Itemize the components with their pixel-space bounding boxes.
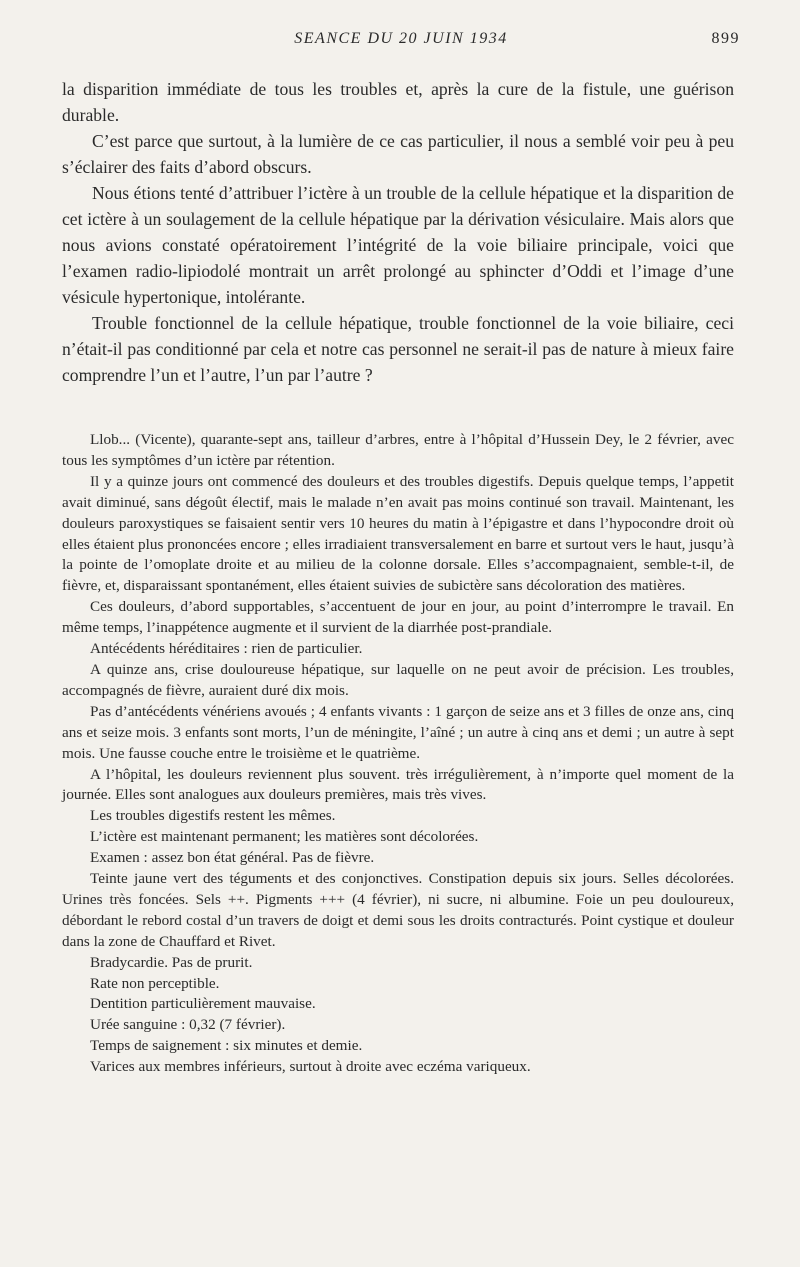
paragraph: C’est parce que surtout, à la lumière de ce cas particulier, il nous a semblé voir peu à peu s’éclairer des faits d’abord obscurs. (62, 131, 734, 177)
case-paragraph: Temps de saignement : six minutes et demie. (90, 1037, 363, 1055)
case-paragraph: Bradycardie. Pas de prurit. (90, 953, 253, 971)
case-paragraph: Varices aux membres inférieurs, surtout à droite avec eczéma variqueux. (90, 1058, 531, 1076)
header-title: SEANCE DU 20 JUIN 1934 (294, 30, 508, 47)
running-header (62, 30, 740, 54)
case-paragraph: Il y a quinze jours ont commencé des douleurs et des troubles digestifs. Depuis quelque temps, l’appetit avait diminué, sans dégoût électif, mais le malade n’en avait pas moins continué son travail. Maintenant, les douleurs paroxystiques se faisaient sentir vers 10 heures du matin à l’épigastre et dans l’hypocondre droit où elles étaient plus prononcées encore ; elles irradiaient transversalement en barre et surtout vers le haut, jusqu’à la pointe de l’omoplate droite et au milieu de la colonne dorsale. Elles s’accompagnaient, semble-t-il, de fièvre, et, disparaissant spontanément, elles étaient suivies de subictère sans décoloration des matières. (62, 472, 734, 595)
main-text (62, 76, 734, 388)
case-report (62, 430, 734, 1078)
case-paragraph: Examen : assez bon état général. Pas de fièvre. (90, 849, 375, 867)
case-paragraph: A l’hôpital, les douleurs reviennent plus souvent. très irrégulièrement, à n’importe quel moment de la journée. Elles sont analogues aux douleurs premières, mais très vives. (62, 765, 734, 804)
case-paragraph: Les troubles digestifs restent les mêmes. (90, 807, 336, 825)
case-paragraph: L’ictère est maintenant permanent; les matières sont décolorées. (90, 828, 479, 846)
paragraph: Trouble fonctionnel de la cellule hépatique, trouble fonctionnel de la voie biliaire, ceci n’était-il pas conditionné par cela et notre cas personnel ne serait-il pas de nature à mieux faire comprendre l’un et l’autre, l’un par l’autre ? (62, 313, 734, 385)
case-paragraph: Llob... (Vicente), quarante-sept ans, tailleur d’arbres, entre à l’hôpital d’Hussein Dey, le 2 février, avec tous les symptômes d’un ictère par rétention. (62, 431, 734, 469)
page-number: 899 (711, 30, 740, 47)
case-paragraph: Rate non perceptible. (90, 974, 220, 992)
case-paragraph: Antécédents héréditaires : rien de particulier. (90, 640, 363, 658)
case-paragraph: Dentition particulièrement mauvaise. (90, 995, 316, 1013)
case-paragraph: A quinze ans, crise douloureuse hépatique, sur laquelle on ne peut avoir de précision. Les troubles, accompagnés de fièvre, auraient duré dix mois. (62, 660, 734, 699)
paragraph: la disparition immédiate de tous les troubles et, après la cure de la fistule, une guérison durable. (62, 79, 734, 125)
case-paragraph: Ces douleurs, d’abord supportables, s’accentuent de jour en jour, au point d’interrompre le travail. En même temps, l’inappétence augmente et il survient de la diarrhée post-prandiale. (62, 598, 734, 637)
case-paragraph: Pas d’antécédents vénériens avoués ; 4 enfants vivants : 1 garçon de seize ans et 3 filles de onze ans, cinq ans et seize mois. 3 enfants sont morts, l’un de méningite, l’aîné ; un autre à cinq ans et demi ; un autre à sept mois. Une fausse couche entre le troisième et le quatrième. (62, 702, 734, 762)
paragraph: Nous étions tenté d’attribuer l’ictère à un trouble de la cellule hépatique et la disparition de cet ictère à un soulagement de la cellule hépatique par la dérivation vésiculaire. Mais alors que nous avions constaté opératoirement l’intégrité de la voie biliaire principale, voici que l’examen radio-lipiodolé montrait un arrêt prolongé au sphincter d’Oddi et l’image d’une vésicule hypertonique, intolérante. (62, 183, 734, 307)
case-paragraph: Urée sanguine : 0,32 (7 février). (90, 1016, 286, 1034)
case-paragraph: Teinte jaune vert des téguments et des conjonctives. Constipation depuis six jours. Selles décolorées. Urines très foncées. Sels ++. Pigments +++ (4 février), ni sucre, ni albumine. Foie un peu douloureux, débordant le rebord costal d’un travers de doigt et demi sous les droits contracturés. Point cystique et douleur dans la zone de Chauffard et Rivet. (62, 870, 734, 950)
